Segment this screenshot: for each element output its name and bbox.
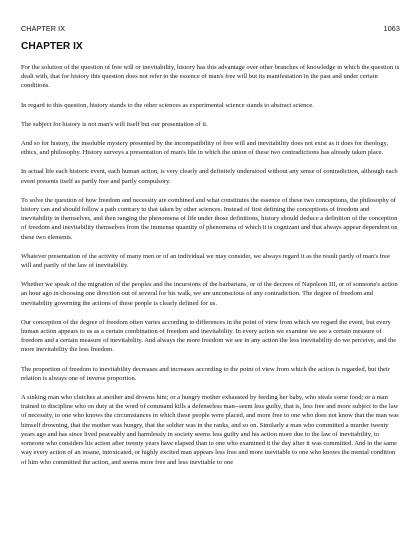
paragraph-5: In actual life each historic event, each human action, is very clearly and definitely understood without any sense of contradiction, although each event presents itself as partly free and partly compulsory.: [21, 168, 398, 185]
paragraph-7: Whatever presentation of the activity of many men or of an individual we may consider, we always regard it as the result partly of man's free will and partly of the law of inevitability.: [21, 252, 390, 270]
paragraph-11: A sinking man who clutches at another and drowns him; or a hungry mother exhausted by feeding her baby, who steals some food; or a man trained to discipline who on duty at the word of command kills a defenseless man--seem less guilty, that is, less free and more subject to the law of necessity, to one who knows the circumstances in which these people were placed, and more free to one who does not know that the man was himself drowning, that the mother was hungry, that the soldier was in the ranks, and so on. Similarly a man who committed a murder twenty years ago and has since lived peaceably and harmlessly in society seems less guilty and his action more due to the law of inevitability, to someone who considers his action after twenty years have elapsed than to one who examined it the day after it was committed. And in the same way every action of an insane, intoxicated, or highly excited man appears less free and more inevitable to one who knows the mental condition of him who committed the action, and seems more free and less inevitable to one: [21, 394, 399, 466]
paragraph-3: The subject for history is not man's will itself but our presentation of it.: [21, 120, 208, 128]
running-header: [21, 24, 400, 34]
paragraph-2: In regard to this question, history stands to the other sciences as experimental science stands to abstract science.: [21, 101, 314, 109]
paragraph-9: Our conception of the degree of freedom often varies according to differences in the point of view from which we regard the event, but every human action appears to us as a certain combination of freedom and inevitability. In every action we examine we see a certain measure of freedom and a certain measure of inevitability. And always the more freedom we see in any action the less inevitability do we perceive, and the more inevitability the less freedom.: [21, 318, 397, 354]
paragraph-1: For the solution of the question of free will or inevitability, history has this advantage over other branches of knowledge in which the question is dealt with, that for history this question does not refer to the essence of man's free will but its manifestation in the past and under certain conditions.: [21, 64, 400, 90]
chapter-title: CHAPTER IX: [21, 41, 83, 52]
paragraph-6: To solve the question of how freedom and necessity are combined and what constitutes the essence of these two conceptions, the philosophy of history can and should follow a path contrary to that taken by other sciences. Instead of first defining the conceptions of freedom and inevitability in themselves, and then ranging the phenomena of life under those definitions, history should deduce a definition of the conception of freedom and inevitability themselves from the immense quantity of phenomena of which it is cognizant and that always appear dependent on these two elements.: [21, 196, 398, 241]
paragraph-8: Whether we speak of the migration of the peoples and the incursions of the barbarians, or of the decrees of Napoleon III, or of someone's action an hour ago in choosing one direction out of several for his walk, we are unconscious of any contradiction. The degree of freedom and inevitability governing the actions of these people is clearly defined for us.: [21, 281, 398, 307]
body-text: [21, 63, 400, 467]
page-number: 1063: [383, 24, 400, 33]
header-chapter-label: CHAPTER IX: [21, 24, 66, 33]
paragraph-10: The proportion of freedom to inevitability decreases and increases according to the point of view from which the action is regarded, but their relation is always one of inverse proportion.: [21, 365, 390, 382]
paragraph-4: And so for history, the insoluble mystery presented by the incompatibility of free will and inevitability does not exist as it does for theology, ethics, and philosophy. History surveys a presentation of man's life in which the union of these two contradictions has already taken place.: [21, 140, 388, 157]
